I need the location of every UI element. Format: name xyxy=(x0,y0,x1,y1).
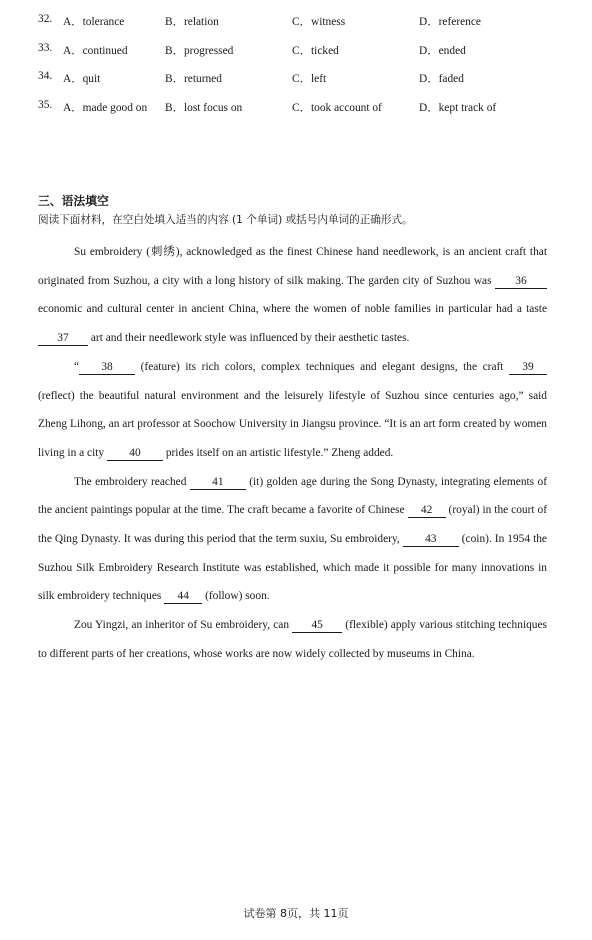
passage-text: (it) golden age during the Song Dynasty, integrating elements of the ancient paintings popular at the time. The craft became a favorite of Chinese xyxy=(38,475,547,517)
option-d: D．reference xyxy=(419,16,481,28)
passage-text: Zou Yingzi, an inheritor of Su embroidery, can xyxy=(74,619,293,632)
section-title: 三、语法填空 xyxy=(38,194,109,208)
passage-text: prides itself on an artistic lifestyle.” Zheng added. xyxy=(162,446,394,459)
passage-text: (feature) its rich colors, complex techniques and elegant designs, the craft xyxy=(135,360,509,373)
option-row-35 xyxy=(38,99,568,128)
blank-43: 43 xyxy=(403,532,459,547)
option-d: D．faded xyxy=(419,73,464,85)
option-d: D．kept track of xyxy=(419,101,497,114)
section-instructions: 阅读下面材料，在空白处填入适当的内容 (1 个单词) 或括号内单词的正确形式。 xyxy=(38,214,413,226)
option-a: A．tolerance xyxy=(63,16,125,28)
option-b: B．returned xyxy=(165,73,222,85)
option-c: C．left xyxy=(292,73,327,85)
option-row-34 xyxy=(38,70,568,99)
option-d: D．ended xyxy=(419,44,466,57)
blank-38: 38 xyxy=(79,360,135,375)
paragraph-4 xyxy=(38,611,547,668)
blank-39: 39 xyxy=(509,360,547,375)
blank-37: 37 xyxy=(38,331,88,346)
passage-text: (reflect) the beautiful natural environment and the leisurely lifestyle of Suzhou since centuries ago,” said Zheng Lihong, an art professor at Soochow University in Jiangsu province. “It is an art form created by women living in a city xyxy=(38,389,547,459)
option-b: B．progressed xyxy=(165,44,234,57)
option-b: B．lost focus on xyxy=(165,101,243,114)
paragraph-2 xyxy=(38,353,547,468)
paragraph-3 xyxy=(38,468,547,612)
blank-44: 44 xyxy=(164,589,202,604)
question-number: 35. xyxy=(38,98,53,111)
option-c: C．witness xyxy=(292,16,346,28)
blank-36: 36 xyxy=(495,274,547,289)
option-row-32 xyxy=(38,13,568,42)
blank-42: 42 xyxy=(408,503,446,518)
multiple-choice-options xyxy=(38,13,568,127)
passage-text: The embroidery reached xyxy=(74,475,190,488)
passage-text: economic and cultural center in ancient China, where the women of noble families in particular had a taste xyxy=(38,303,547,316)
passage-text: art and their needlework style was influenced by their aesthetic tastes. xyxy=(88,332,410,345)
blank-45: 45 xyxy=(292,618,342,633)
question-number: 33. xyxy=(38,41,53,54)
question-number: 32. xyxy=(38,13,53,25)
passage-text: (flexible) apply various stitching techniques to different parts of her creations, whose works are now widely collected by museums in China. xyxy=(38,619,547,660)
passage-text: (coin). In 1954 the Suzhou Silk Embroidery Research Institute was established, which made it possible for many innovations in silk embroidery techniques xyxy=(38,533,547,603)
option-row-33 xyxy=(38,42,568,71)
option-b: B．relation xyxy=(165,16,219,28)
passage-text: Su embroidery (刺绣), acknowledged as the finest Chinese hand needlework, is an ancient craft that originated from Suzhou, a city with a long history of silk making. The garden city of Suzhou was xyxy=(38,246,547,287)
option-c: C．took account of xyxy=(292,101,382,114)
option-a: A．made good on xyxy=(63,101,148,114)
blank-41: 41 xyxy=(190,475,246,490)
option-a: A．continued xyxy=(63,44,128,57)
passage-text: (follow) soon. xyxy=(202,590,270,603)
passage-text: “ xyxy=(74,360,80,373)
blank-40: 40 xyxy=(107,446,163,461)
grammar-passage xyxy=(38,238,547,669)
option-a: A．quit xyxy=(63,73,101,85)
page-footer: 试卷第 8页，共 11页 xyxy=(243,907,349,920)
passage-text: (royal) in the court of the Qing Dynasty. It was during this period that the term suxiu, Su embroidery, xyxy=(38,504,547,546)
option-c: C．ticked xyxy=(292,44,339,57)
paragraph-1 xyxy=(38,238,547,353)
question-number: 34. xyxy=(38,70,53,82)
